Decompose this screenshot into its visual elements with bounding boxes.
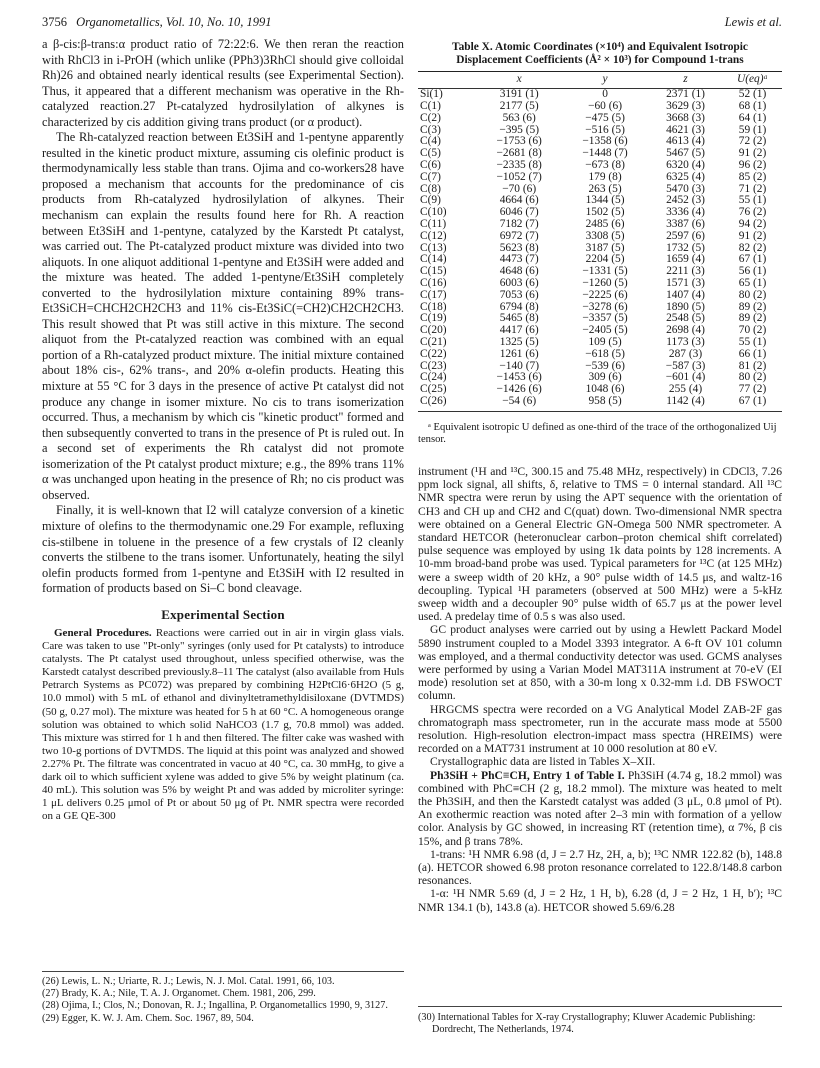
atom-label-cell: Si(1) bbox=[420, 88, 443, 101]
table-cell: −54 (6) bbox=[476, 396, 562, 411]
table-cell: −1358 (6) bbox=[582, 135, 628, 148]
table-cell: −618 (5) bbox=[585, 347, 625, 360]
atom-label-cell: C(1) bbox=[420, 100, 441, 112]
atom-label-cell: C(23) bbox=[420, 359, 447, 372]
atom-label-cell: C(18) bbox=[420, 300, 447, 313]
table-row bbox=[418, 219, 782, 231]
table-cell: 1571 (3) bbox=[666, 276, 705, 289]
table-cell: 7182 (7) bbox=[499, 217, 539, 230]
atom-label-cell: C(21) bbox=[420, 335, 447, 348]
table-cell: −1260 (5) bbox=[582, 276, 628, 289]
table-cell: 1407 (4) bbox=[666, 288, 705, 301]
paragraph: The Rh-catalyzed reaction between Et3SiH and 1-pentyne apparently resulted in the kinetic product mixture, assuming cis olefinic product is thermodynamically less stable than trans. Ojima and co-workers28 have proposed a mechanism that accounts for the predominance of cis products from Rh-catalyzed hydrosilylation of alkynes. Their mechanism can explain the results found here for Rh. A reaction between Et3SiH and 1-pentyne, catalyzed by the Karstedt Pt catalyst, was carried out. The Pt-catalyzed product mixture was divided into two aliquots. In one aliquot additional 1-pentyne and Et3SiH were added and the mixture was heated. The added 1-pentyne/Et3SiH completely converted to the hydrosilylation mixture containing 89% trans-Et3SiCH=CHCH2CH2CH3 and 11% cis-Et3SiC(=CH2)CH2CH2CH3. This result showed that Pt was still active in this mixture. The second aliquot from the Pt-catalyzed reaction was combined with an equal portion of a Rh-catalyzed product mixture. The initial mixture contained about 18% cis-, 62% trans-, and 20% α-olefin products. Heating this mixture at 55 °C for 3 days in the presence of active Pt catalyst did not produce any change in isomer mixture. No cis to trans isomerization occurred. Thus, a mechanism by which cis "kinetic product" formed and then subsequently converted to trans in the presence of Pt is ruled out. In a second set of experiments the Rh catalyst did not promote isomerization of the Pt catalyst product mixture; e.g., the 89% trans 11% α was unchanged upon heating in the presence of Rh; no cis product was observed. bbox=[42, 130, 404, 502]
atom-label-cell: C(12) bbox=[420, 229, 447, 242]
table-cell: 3629 (3) bbox=[666, 100, 705, 112]
table-cell: 1325 (5) bbox=[499, 335, 539, 348]
atom-label-cell: C(24) bbox=[420, 371, 447, 384]
journal-citation: Organometallics, Vol. 10, No. 10, 1991 bbox=[76, 15, 272, 29]
table-cell: −1753 (6) bbox=[496, 135, 542, 148]
section-title: Experimental Section bbox=[161, 606, 285, 622]
table-cell: −2405 (5) bbox=[582, 324, 628, 337]
table-cell: −2335 (8) bbox=[496, 158, 542, 171]
table-cell: 3187 (5) bbox=[585, 241, 625, 254]
table-cell: −2225 (6) bbox=[582, 288, 628, 301]
table-cell: 179 (8) bbox=[588, 170, 622, 183]
table-cell: 4621 (3) bbox=[666, 123, 705, 136]
table-cell: 80 (2) bbox=[738, 288, 767, 301]
atom-label-cell: C(3) bbox=[420, 123, 441, 136]
table-cell: −70 (6) bbox=[502, 182, 537, 195]
table-cell: 5465 (8) bbox=[499, 312, 539, 325]
table-cell: 91 (2) bbox=[738, 147, 767, 160]
table-cell: 3668 (3) bbox=[666, 111, 705, 124]
table-cell: 55 (1) bbox=[738, 335, 767, 348]
table-cell: 3387 (6) bbox=[666, 217, 705, 230]
table-cell: 80 (2) bbox=[738, 371, 767, 384]
nmr-trans: 1-trans: ¹H NMR 6.98 (d, J = 2.7 Hz, 2H, a, b); ¹³C NMR 122.82 (b), 148.8 (a). HETCOR showed 6.98 proton resonance correlated to 122.8/148.8 carbon resonances. bbox=[418, 847, 782, 888]
table-header-row bbox=[418, 72, 782, 89]
atom-label-cell: C(11) bbox=[420, 217, 447, 230]
table-cell: 89 (2) bbox=[738, 312, 767, 325]
nmr-alpha: 1-α: ¹H NMR 5.69 (d, J = 2 Hz, 1 H, b), 6.28 (d, J = 2 Hz, 1 H, b′); ¹³C NMR 134.1 (b), 143.8 (a). HETCOR showed 5.69/6.28 bbox=[418, 887, 782, 914]
table-cell: 4613 (4) bbox=[666, 135, 705, 148]
right-column bbox=[418, 37, 782, 914]
table-row bbox=[418, 290, 782, 302]
atom-label-cell: C(13) bbox=[420, 241, 447, 254]
table-cell: 1732 (5) bbox=[666, 241, 705, 254]
table-cell: 3336 (4) bbox=[666, 206, 705, 219]
experimental-paragraph bbox=[42, 627, 404, 823]
page-number: 3756 bbox=[42, 15, 67, 29]
table-row bbox=[418, 349, 782, 361]
table-cell: 6003 (6) bbox=[499, 276, 539, 289]
table-cell: 55 (1) bbox=[738, 194, 767, 207]
table-cell: −1426 (6) bbox=[496, 383, 542, 396]
table-footnote: ᵃ Equivalent isotropic U defined as one-third of the trace of the orthogonalized Uij tensor. bbox=[418, 421, 777, 446]
page-header bbox=[42, 13, 782, 31]
table-cell: 2204 (5) bbox=[585, 253, 625, 266]
table-cell: −601 (4) bbox=[665, 371, 706, 384]
footnote: (27) Brady, K. A.; Nile, T. A. J. Organomet. Chem. 1981, 206, 299. bbox=[42, 988, 316, 1000]
table-cell: 85 (2) bbox=[738, 170, 767, 183]
footnote: (28) Ojima, I.; Clos, N.; Donovan, R. J.; Ingallina, P. Organometallics 1990, 9, 3127. bbox=[42, 1000, 388, 1012]
atom-label-cell: C(2) bbox=[420, 111, 441, 124]
table-cell: 1142 (4) bbox=[648, 396, 723, 411]
atom-label-cell: C(8) bbox=[420, 182, 441, 195]
table-cell: 2177 (5) bbox=[499, 100, 539, 112]
table-cell: 2211 (3) bbox=[666, 265, 705, 278]
header-authors: Lewis et al. bbox=[724, 15, 782, 29]
table-cell: 1173 (3) bbox=[666, 335, 705, 348]
table-cell: 67 (1) bbox=[738, 253, 767, 266]
table-cell: 91 (2) bbox=[738, 229, 767, 242]
column-header: x bbox=[476, 72, 562, 89]
paragraph: instrument (¹H and ¹³C, 300.15 and 75.48 MHz, respectively) in CDCl3, 7.26 ppm lock signal, all shifts, δ, relative to TMS = 0 internal standard. All ¹³C NMR spectra were rerun by using the APT sequence with the orientation of CH3 and CH up and CH2 and C(quat) down. Two-dimensional NMR spectra were obtained on a General Electric GN-Omega 500 NMR spectrometer. A standard HETCOR (heteronuclear carbon–proton chemical shift correlated) pulse sequence was employed by using 1k data points by 128 increments. A 10-mm broad-band probe was used. Typical parameters for ¹³C (at 125 MHz) were a sweep width of 20 kHz, a 90° pulse width of 14.5 μs, and waltz-16 decoupling. Typical ¹H parameters (observed at 500 MHz) were a 5-kHz sweep width and a decoupler 90° pulse width of 65.7 μs at the power level used. A predelay time of 0.5 s was also used. bbox=[418, 464, 782, 624]
column-header: z bbox=[648, 72, 723, 89]
runin-heading: General Procedures. bbox=[54, 627, 152, 640]
table-cell: 5470 (3) bbox=[666, 182, 705, 195]
table-cell: 4648 (6) bbox=[499, 265, 539, 278]
table-cell: 76 (2) bbox=[738, 206, 767, 219]
table-cell: 1890 (5) bbox=[666, 300, 705, 313]
table-cell: −1331 (5) bbox=[582, 265, 628, 278]
table-title: Table X. Atomic Coordinates (×10⁴) and Equivalent Isotropic Displacement Coefficients (Å² × 10³) for Compound 1-trans bbox=[452, 41, 748, 67]
table-cell: 1261 (6) bbox=[499, 347, 539, 360]
paragraph: Crystallographic data are listed in Tables X–XII. bbox=[430, 755, 656, 769]
atom-label-cell: C(7) bbox=[420, 170, 441, 183]
table-cell: 309 (6) bbox=[588, 371, 622, 384]
table-cell: 5467 (5) bbox=[666, 147, 705, 160]
table-cell: 4417 (6) bbox=[499, 324, 539, 337]
paragraph: GC product analyses were carried out by using a Hewlett Packard Model 5890 instrument coupled to a Model 3393 integrator. A 6-ft OV 101 column was employed, and a thermal conductivity detector was used. GCMS analyses were performed by using a Varian Model MAT311A instrument at 70-eV (EI mode) resolution set at 850, with a 30-m long x 0.32-mm i.d. DB FSWOCT column. bbox=[418, 623, 782, 703]
table-cell: −3357 (5) bbox=[582, 312, 628, 325]
atom-label-cell: C(15) bbox=[420, 265, 447, 278]
experimental-body bbox=[42, 627, 404, 823]
table-cell: 109 (5) bbox=[588, 335, 622, 348]
table-row bbox=[418, 278, 782, 290]
atom-label-cell: C(26) bbox=[418, 396, 476, 411]
footnote: (26) Lewis, L. N.; Uriarte, R. J.; Lewis, N. J. Mol. Catal. 1991, 66, 103. bbox=[42, 976, 335, 987]
table-row bbox=[418, 337, 782, 349]
table-cell: 4664 (6) bbox=[499, 194, 539, 207]
table-row bbox=[418, 396, 782, 411]
atom-label-cell: C(22) bbox=[420, 347, 447, 360]
table-cell: 287 (3) bbox=[668, 347, 703, 360]
table-cell: 59 (1) bbox=[738, 123, 767, 136]
column-header: y bbox=[562, 72, 648, 89]
table-cell: 1048 (6) bbox=[585, 383, 625, 396]
table-cell: 82 (2) bbox=[738, 241, 767, 254]
table-cell: 7053 (6) bbox=[499, 288, 539, 301]
atom-label-cell: C(9) bbox=[420, 194, 441, 207]
footnote: (29) Egger, K. W. J. Am. Chem. Soc. 1967, 89, 504. bbox=[42, 1012, 254, 1024]
table-cell: −60 (6) bbox=[588, 100, 623, 112]
table-cell: −475 (5) bbox=[585, 111, 625, 124]
table-cell: 81 (2) bbox=[738, 359, 767, 372]
table-cell: 563 (6) bbox=[502, 111, 536, 124]
column-header: U(eq)ᵃ bbox=[723, 72, 782, 89]
table-cell: 6320 (4) bbox=[666, 158, 705, 171]
coordinates-table bbox=[418, 71, 782, 411]
table-cell: 263 (5) bbox=[588, 182, 622, 195]
table-cell: 4473 (7) bbox=[499, 253, 539, 266]
entry-text: Ph3SiH (4.74 g, 18.2 mmol) was combined with PhC≡CH (2 g, 18.2 mmol). The mixture was heated to melt the Ph3SiH, and then the Karstedt catalyst was added (3 μL, 0.8 μmol of Pt). An exothermic reaction was noted after 2–3 min with formation of a yellow color. Analysis by GC showed, in increasing RT (retention time), α 7%, β cis 15%, and β trans 78%. bbox=[418, 768, 782, 848]
table-cell: −539 (6) bbox=[585, 359, 625, 372]
atom-label-cell: C(16) bbox=[420, 276, 447, 289]
entry-paragraph bbox=[418, 769, 782, 848]
table-row bbox=[418, 160, 782, 172]
atom-label-cell: C(20) bbox=[420, 324, 447, 337]
atom-label-cell: C(4) bbox=[420, 135, 441, 148]
footnote: (30) International Tables for X-ray Crystallography; Kluwer Academic Publishing: Dordrecht, The Netherlands, 1974. bbox=[418, 1012, 756, 1036]
table-cell: 6046 (7) bbox=[499, 206, 539, 219]
table-cell: −395 (5) bbox=[499, 123, 539, 136]
table-cell: 77 (2) bbox=[738, 383, 767, 396]
atom-label-cell: C(19) bbox=[420, 312, 447, 325]
table-cell: 94 (2) bbox=[738, 217, 767, 230]
table-cell: 6794 (8) bbox=[499, 300, 539, 313]
paragraph: Finally, it is well-known that I2 will catalyze conversion of a kinetic mixture of olefins to the thermodynamic one.29 For example, refluxing cis-stilbene in toluene in the presence of a few crystals of I2 cleanly converts the stilbene to the trans isomer. Unfortunately, heating the silyl olefin products formed from 1-pentyne and Et3SiH with I2 resulted in formation of products based on Si–C bond cleavage. bbox=[42, 503, 404, 596]
table-cell: −140 (7) bbox=[499, 359, 539, 372]
table-cell: 89 (2) bbox=[738, 300, 767, 313]
runin-heading: Ph3SiH + PhC≡CH, Entry 1 of Table I. bbox=[430, 768, 625, 782]
table-cell: 70 (2) bbox=[738, 324, 767, 337]
table-cell: 255 (4) bbox=[668, 383, 703, 396]
table-cell: 72 (2) bbox=[738, 135, 767, 148]
table-cell: 2698 (4) bbox=[666, 324, 705, 337]
table-cell: 66 (1) bbox=[738, 347, 767, 360]
table-cell: 0 bbox=[602, 88, 608, 101]
table-row bbox=[418, 231, 782, 243]
table-cell: −587 (3) bbox=[665, 359, 706, 372]
table-cell: −1448 (7) bbox=[582, 147, 628, 160]
table-cell: −3278 (6) bbox=[582, 300, 628, 313]
table-cell: −1052 (7) bbox=[496, 170, 542, 183]
table-cell: 52 (1) bbox=[738, 88, 767, 101]
right-body bbox=[418, 465, 782, 914]
footnotes-right bbox=[418, 1006, 782, 1036]
atom-label-cell: C(17) bbox=[420, 288, 447, 301]
table-row bbox=[418, 172, 782, 184]
left-column bbox=[42, 37, 404, 823]
table-cell: 64 (1) bbox=[738, 111, 767, 124]
table-cell: 2548 (5) bbox=[666, 312, 705, 325]
table-cell: 5623 (8) bbox=[499, 241, 539, 254]
atom-label-cell: C(5) bbox=[420, 147, 441, 160]
table-cell: 2371 (1) bbox=[666, 88, 705, 101]
table-body bbox=[418, 89, 782, 412]
atom-label-cell: C(14) bbox=[420, 253, 447, 266]
table-cell: −2681 (8) bbox=[496, 147, 542, 160]
table-cell: 2452 (3) bbox=[666, 194, 705, 207]
footnotes-left bbox=[42, 971, 404, 1025]
table-cell: 3191 (1) bbox=[499, 88, 539, 101]
experimental-text: Reactions were carried out in air in virgin glass vials. Care was taken to use "Pt-only" syringes (only used for Pt catalysts) to introduce catalysts. The Pt catalyst used throughout, unless specified otherwise, was the Karstedt catalyst described previously.8–11 The catalyst (also available from Huls Petrarch Systems as PC072) was prepared by combining H2PtCl6·6H2O (5 g, 10.0 mmol) with 5 mL of ethanol and divinyltetramethyldisiloxane (DVTMDS) (50 g, 0.27 mol). The mixture was heated for 5 h at 60 °C. A homogeneous orange solution was obtained to which solid NaHCO3 (1.7 g, 70.8 mmol) was added. This mixture was stirred for 1 h and then filtered. The filter cake was washed with two 10-g portions of DVTMDS. The liquid at this point was analyzed and showed 2.27% Pt. The filtrate was concentrated in vacuo at 40 °C, ca. 30 mmHg, to give a dark oil to which sufficient xylene was added to give 5% by weight platinum (ca. 40 mL). This solution was 5% by weight Pt and was added by microliter syringe: 1 μL delivers 0.25 μmol of Pt or about 50 μg of Pt. NMR spectra were recorded on a GE QE-300 bbox=[42, 627, 404, 822]
table-cell: 2485 (6) bbox=[585, 217, 625, 230]
table-cell: 1344 (5) bbox=[585, 194, 625, 207]
paragraph: HRGCMS spectra were recorded on a VG Analytical Model ZAB-2F gas chromatograph mass spectrometer, run in the accurate mass mode at 5500 resolution. High-resolution electron-impact mass spectra (HREIMS) were recorded on a MAT731 instrument at 10 000 resolution at 80 eV. bbox=[418, 702, 782, 756]
table-cell: 1659 (4) bbox=[666, 253, 705, 266]
table-row bbox=[418, 113, 782, 125]
table-cell: −1453 (6) bbox=[496, 371, 542, 384]
table-cell: 1502 (5) bbox=[585, 206, 625, 219]
table-cell: 6325 (4) bbox=[666, 170, 705, 183]
table-cell: 2597 (6) bbox=[666, 229, 705, 242]
table-cell: 96 (2) bbox=[738, 158, 767, 171]
table-cell: 68 (1) bbox=[738, 100, 767, 112]
table-cell: −516 (5) bbox=[585, 123, 625, 136]
paragraph: a β-cis:β-trans:α product ratio of 72:22:6. We then reran the reaction with RhCl3 in i-PrOH (which unlike (PPh3)3RhCl should give colloidal Rh)26 and obtained nearly identical results (see Experimental Section). Thus, it appeared that a different mechanism was operative in the Rh-catalyzed reaction.27 Pt-catalyzed hydrosilylation of alkynes is characterized by cis addition giving trans product (or α product). bbox=[42, 37, 404, 129]
atom-label-cell: C(6) bbox=[420, 158, 441, 171]
table-cell: 958 (5) bbox=[562, 396, 648, 411]
table-cell: 67 (1) bbox=[723, 396, 782, 411]
atom-label-cell: C(25) bbox=[420, 383, 447, 396]
atom-label-cell: C(10) bbox=[420, 206, 447, 219]
table-cell: 71 (2) bbox=[738, 182, 767, 195]
table-cell: 65 (1) bbox=[738, 276, 767, 289]
header-left bbox=[42, 13, 272, 31]
table-cell: 56 (1) bbox=[738, 265, 767, 278]
column-header bbox=[418, 72, 476, 89]
table-cell: 6972 (7) bbox=[499, 229, 539, 242]
table-cell: −673 (8) bbox=[585, 158, 625, 171]
table-cell: 3308 (5) bbox=[585, 229, 625, 242]
